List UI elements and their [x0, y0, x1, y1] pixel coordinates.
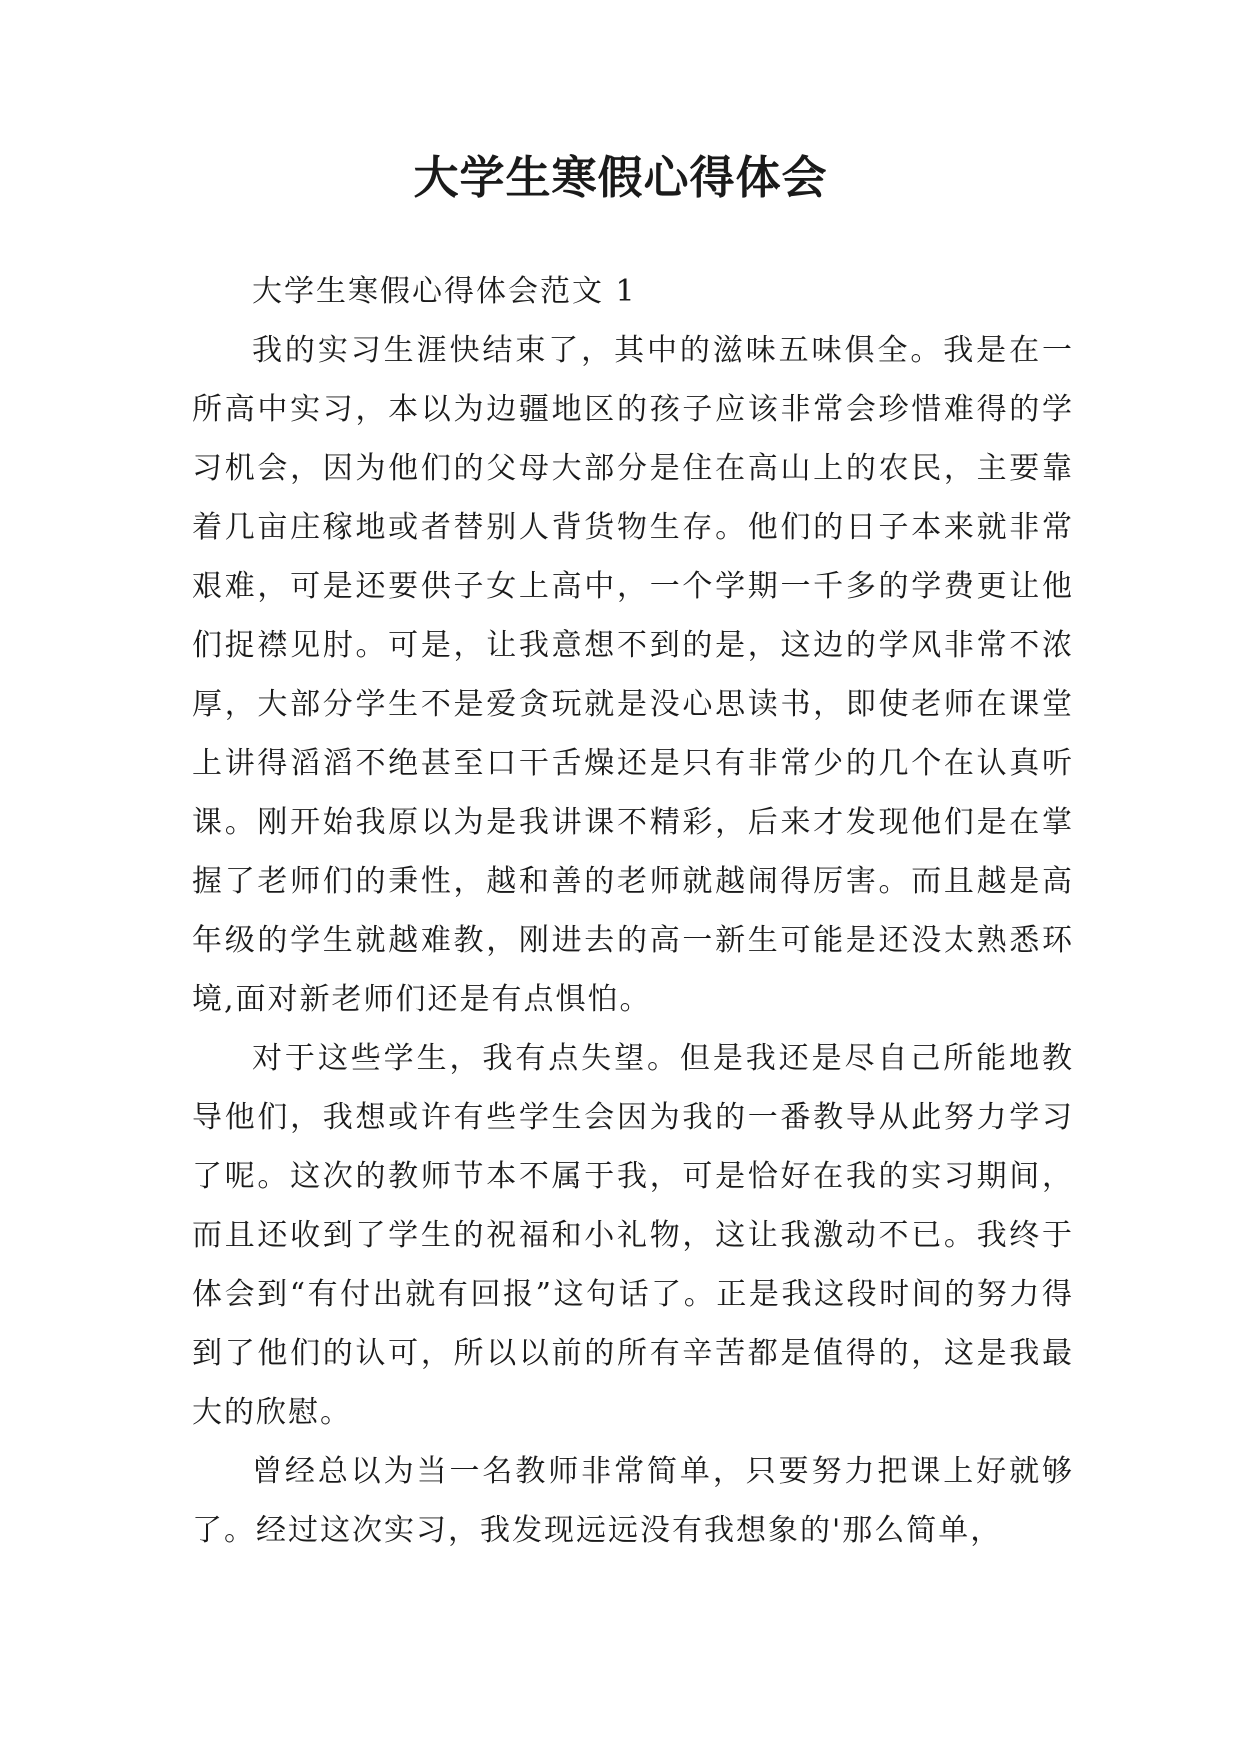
document-body — [192, 262, 1074, 1560]
paragraph-3: 曾经总以为当一名教师非常简单，只要努力把课上好就够了。经过这次实习，我发现远远没有我想象的'那么简单， — [192, 1454, 1074, 1548]
paragraph-2: 对于这些学生，我有点失望。但是我还是尽自己所能地教导他们，我想或许有些学生会因为我的一番教导从此努力学习了呢。这次的教师节本不属于我，可是恰好在我的实习期间，而且还收到了学生的祝福和小礼物，这让我激动不已。我终于体会到“有付出就有回报”这句话了。正是我这段时间的努力得到了他们的认可，所以以前的所有辛苦都是值得的，这是我最大的欣慰。 — [192, 1041, 1074, 1430]
document-title: 大学生寒假心得体会 — [413, 151, 828, 204]
section-subtitle: 大学生寒假心得体会范文 1 — [252, 274, 637, 309]
paragraph-1: 我的实习生涯快结束了，其中的滋味五味俱全。我是在一所高中实习，本以为边疆地区的孩子应该非常会珍惜难得的学习机会，因为他们的父母大部分是住在高山上的农民，主要靠着几亩庄稼地或者替别人背货物生存。他们的日子本来就非常艰难，可是还要供子女上高中，一个学期一千多的学费更让他们捉襟见肘。可是，让我意想不到的是，这边的学风非常不浓厚，大部分学生不是爱贪玩就是没心思读书，即使老师在课堂上讲得滔滔不绝甚至口干舌燥还是只有非常少的几个在认真听课。刚开始我原以为是我讲课不精彩，后来才发现他们是在掌握了老师们的秉性，越和善的老师就越闹得厉害。而且越是高年级的学生就越难教，刚进去的高一新生可能是还没太熟悉环境,面对新老师们还是有点惧怕。 — [192, 333, 1074, 1017]
